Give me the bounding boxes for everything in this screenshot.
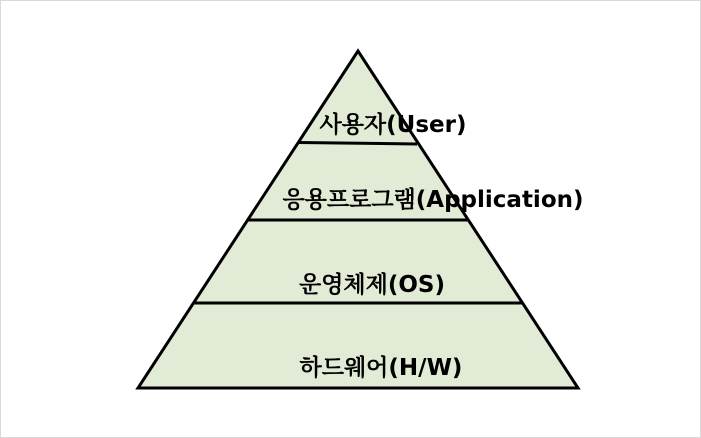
layer-label-user: 사용자(User) xyxy=(319,112,467,138)
layer-label-os: 운영체제(OS) xyxy=(298,272,446,298)
divider-user-application xyxy=(298,143,417,145)
pyramid-diagram xyxy=(1,1,701,438)
layer-label-application: 응용프로그램(Application) xyxy=(282,187,584,213)
layer-label-hardware: 하드웨어(H/W) xyxy=(299,355,463,381)
